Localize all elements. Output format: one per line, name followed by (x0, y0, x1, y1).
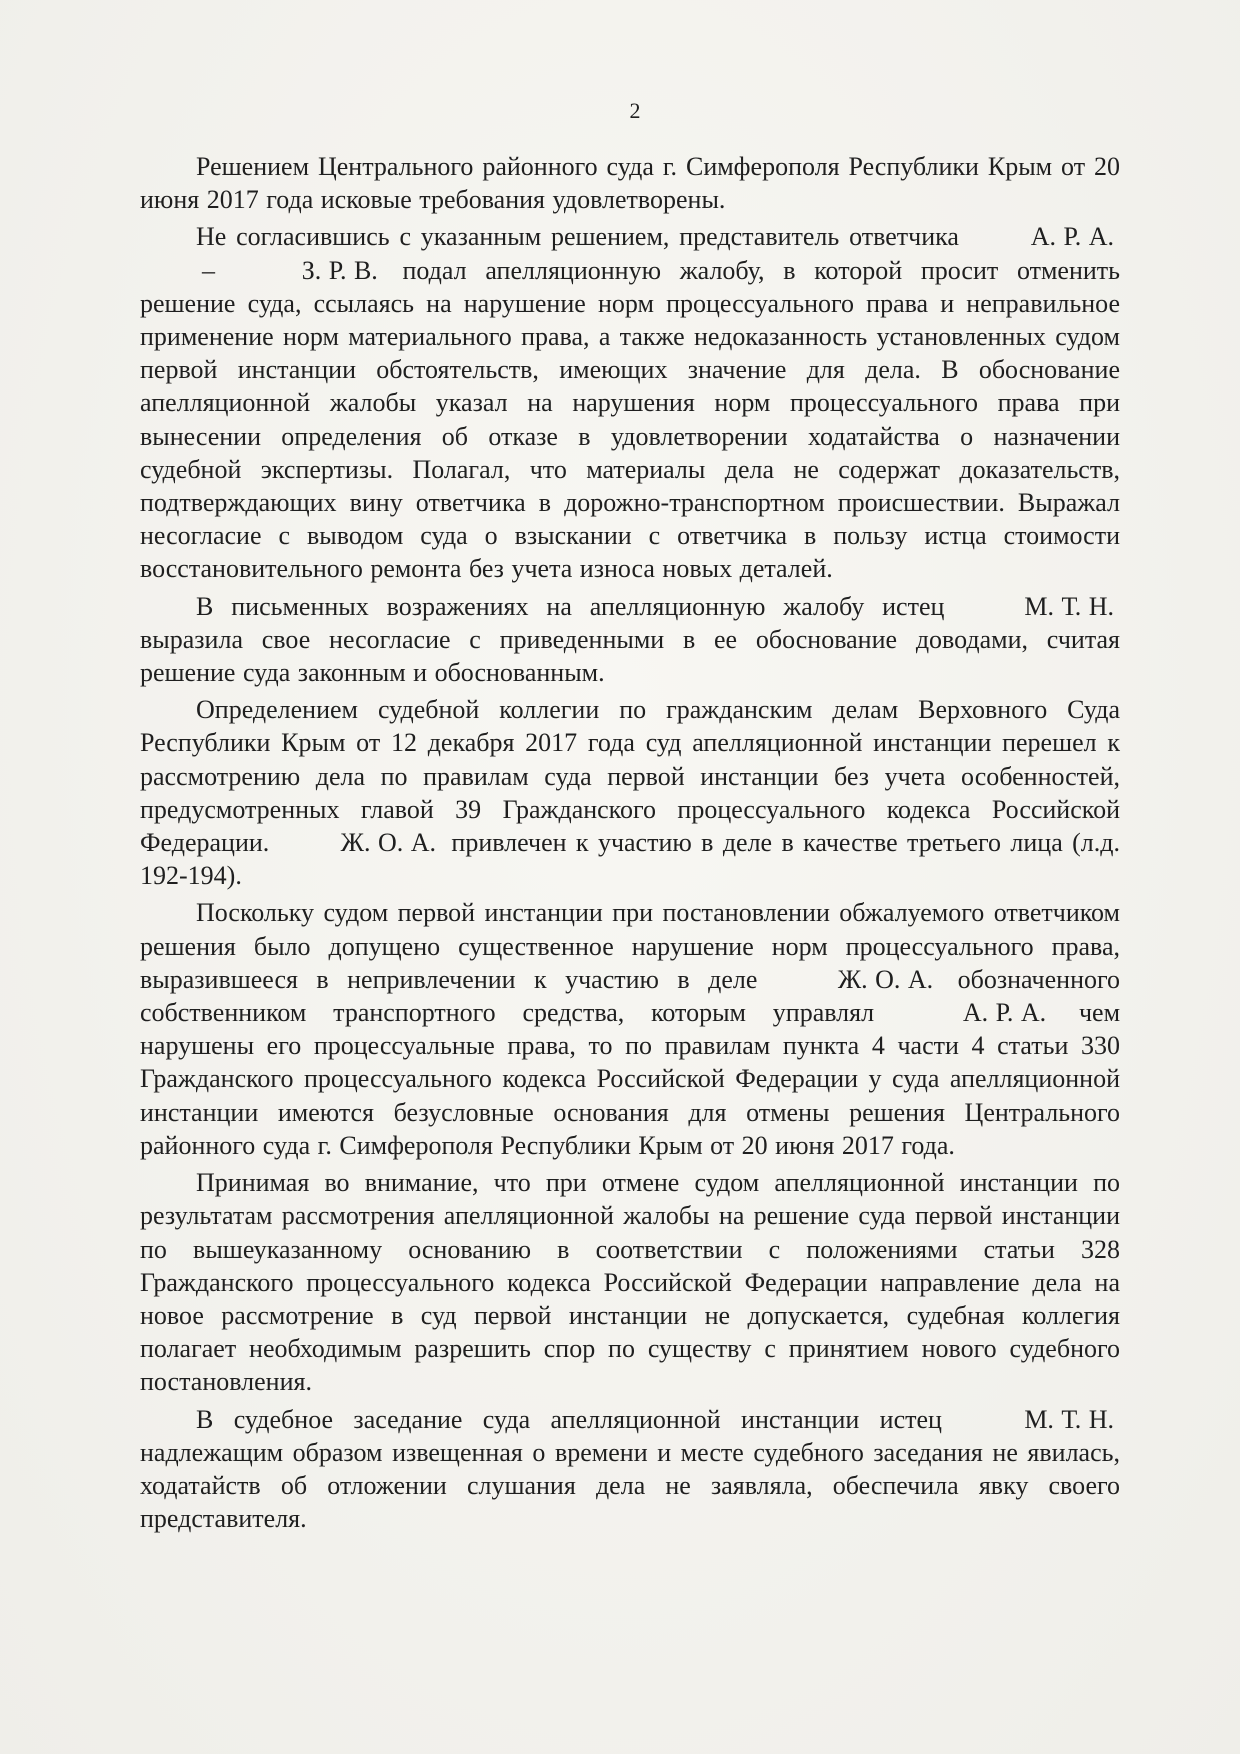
paragraph-7-text: надлежащим образом извещенная о времени и месте судебного заседания не явилась, ходатайств об отложении слушания дела не заявляла, обеспечила явку своего представителя. (140, 1437, 1120, 1534)
paragraph-4-tail: привлечен к участию в деле в качестве третьего лица (л.д. 192-194). (140, 828, 1120, 891)
paragraph-5 (140, 896, 1120, 1162)
paragraph-3 (140, 590, 1120, 690)
paragraph-3-intro: В письменных возражениях на апелляционную жалобу истец (196, 591, 945, 621)
third-party-name: Ж. О. А. (340, 828, 437, 858)
paragraph-2-text: подал апелляционную жалобу, в которой просит отменить решение суда, ссылаясь на нарушение норм процессуального права и неправильное применение норм материального права, а также недоказанность установленных судом первой инстанции обстоятельств, имеющих значение для дела. В обоснование апелляционной жалобы указал на нарушения норм процессуального права при вынесении определения об отказе в удовлетворении ходатайства о назначении судебной экспертизы. Полагал, что материалы дела не содержат доказательств, подтверждающих вину ответчика в дорожно-транспортном происшествии. Выражал несогласие с выводом суда о взыскании с ответчика в пользу истца стоимости восстановительного ремонта без учета износа новых деталей. (140, 255, 1121, 584)
paragraph-7-intro: В судебное заседание суда апелляционной инстанции истец (196, 1404, 942, 1434)
paragraph-4 (140, 693, 1120, 892)
paragraph-2 (140, 220, 1120, 585)
owner-name: Ж. О. А. (837, 964, 934, 994)
paragraph-5-text: чем нарушены его процессуальные права, то по правилам пункта 4 части 4 статьи 330 Гражданского процессуального кодекса Российской Федерации у суда апелляционной инстанции имеются безусловные основания для отмены решения Центрального районного суда г. Симферополя Республики Крым от 20 июня 2017 года. (140, 998, 1121, 1160)
paragraph-7 (140, 1403, 1120, 1536)
dash: – (202, 255, 215, 285)
paragraph-1-text: Решением Центрального районного суда г. Симферополя Республики Крым от 20 июня 2017 года исковые требования удовлетворены. (140, 152, 1120, 215)
paragraph-2-intro: Не согласившись с указанным решением, представитель ответчика (196, 222, 959, 252)
plaintiff-name: М. Т. Н. (1024, 591, 1115, 621)
representative-name: З. Р. В. (301, 255, 378, 285)
page-number: 2 (629, 98, 641, 123)
paragraph-1 (140, 150, 1120, 216)
paragraph-3-text: выразила свое несогласие с приведенными в ее обоснование доводами, считая решение суда законным и обоснованным. (140, 624, 1120, 688)
driver-name: А. Р. А. (962, 998, 1047, 1028)
paragraph-5-intro: Поскольку судом первой инстанции при постановлении обжалуемого ответчиком решения было допущено существенное нарушение норм процессуального права, выразившееся в непривлечении к участию в деле (140, 898, 1120, 994)
document-body (140, 150, 1120, 1539)
paragraph-6-text: Принимая во внимание, что при отмене судом апелляционной инстанции по результатам рассмотрения апелляционной жалобы на решение суда первой инстанции по вышеуказанному основанию в соответствии с положениями статьи 328 Гражданского процессуального кодекса Российской Федерации направление дела на новое рассмотрение в суд первой инстанции не допускается, судебная коллегия полагает необходимым разрешить спор по существу с принятием нового судебного постановления. (140, 1168, 1120, 1397)
paragraph-6 (140, 1166, 1120, 1398)
paragraph-4-text: Определением судебной коллегии по гражданским делам Верховного Суда Республики Крым от 12 декабря 2017 года суд апелляционной инстанции перешел к рассмотрению дела по правилам суда первой инстанции без учета особенностей, предусмотренных главой 39 Гражданского процессуального кодекса Российской Федерации. (140, 695, 1120, 858)
paragraph-5-middle: обозначенного собственником транспортного средства, которым управлял (140, 964, 1120, 1028)
plaintiff-name-2: М. Т. Н. (1024, 1404, 1114, 1434)
defendant-name: А. Р. А. (1030, 222, 1115, 252)
